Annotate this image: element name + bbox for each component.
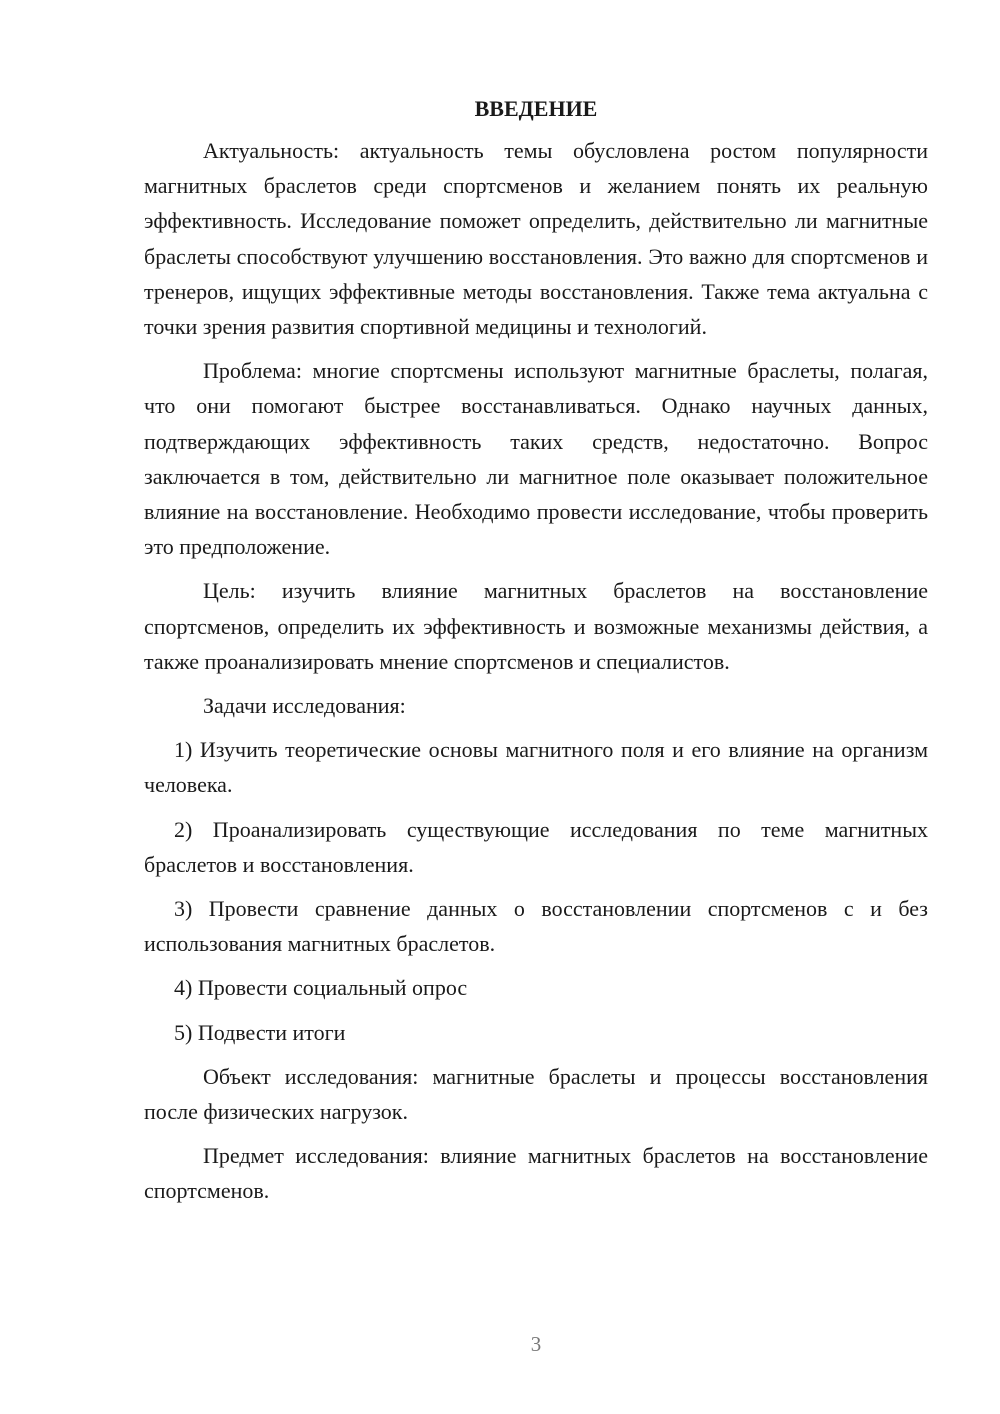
- paragraph-goal: Цель: изучить влияние магнитных браслетов на восстановление спортсменов, определить их эффективность и возможные механизмы действия, а также проанализировать мнение спортсменов и специалистов.: [144, 578, 928, 674]
- paragraph-object: Объект исследования: магнитные браслеты и процессы восстановления после физических нагрузок.: [144, 1063, 928, 1125]
- task-item-3: 3) Провести сравнение данных о восстановлении спортсменов с и без использования магнитных браслетов.: [144, 896, 928, 957]
- paragraph-subject: Предмет исследования: влияние магнитных браслетов на восстановление спортсменов.: [144, 1143, 928, 1204]
- task-item-2: 2) Проанализировать существующие исследования по теме магнитных браслетов и восстановления.: [144, 816, 928, 877]
- page-number: 3: [530, 1332, 542, 1356]
- task-item-1: 1) Изучить теоретические основы магнитного поля и его влияние на организм человека.: [144, 737, 928, 798]
- task-item-5: 5) Подвести итоги: [174, 1019, 346, 1045]
- section-heading: ВВЕДЕНИЕ: [474, 96, 598, 121]
- task-item-4: 4) Провести социальный опрос: [174, 975, 468, 1001]
- paragraph-problem: Проблема: многие спортсмены используют магнитные браслеты, полагая, что они помогают быстрее восстанавливаться. Однако научных данных, подтверждающих эффективность таких средств, недостаточно. Вопрос заключается в том, действительно ли магнитное поле оказывает положительное влияние на восстановление. Необходимо провести исследование, чтобы проверить это предположение.: [144, 358, 928, 560]
- page-content: [144, 92, 928, 1218]
- paragraph-relevance: Актуальность: актуальность темы обусловлена ростом популярности магнитных браслетов среди спортсменов и желанием понять их реальную эффективность. Исследование поможет определить, действительно ли магнитные браслеты способствуют улучшению восстановления. Это важно для спортсменов и тренеров, ищущих эффективные методы восстановления. Также тема актуальна с точки зрения развития спортивной медицины и технологий.: [144, 138, 928, 340]
- tasks-title: Задачи исследования:: [203, 693, 406, 719]
